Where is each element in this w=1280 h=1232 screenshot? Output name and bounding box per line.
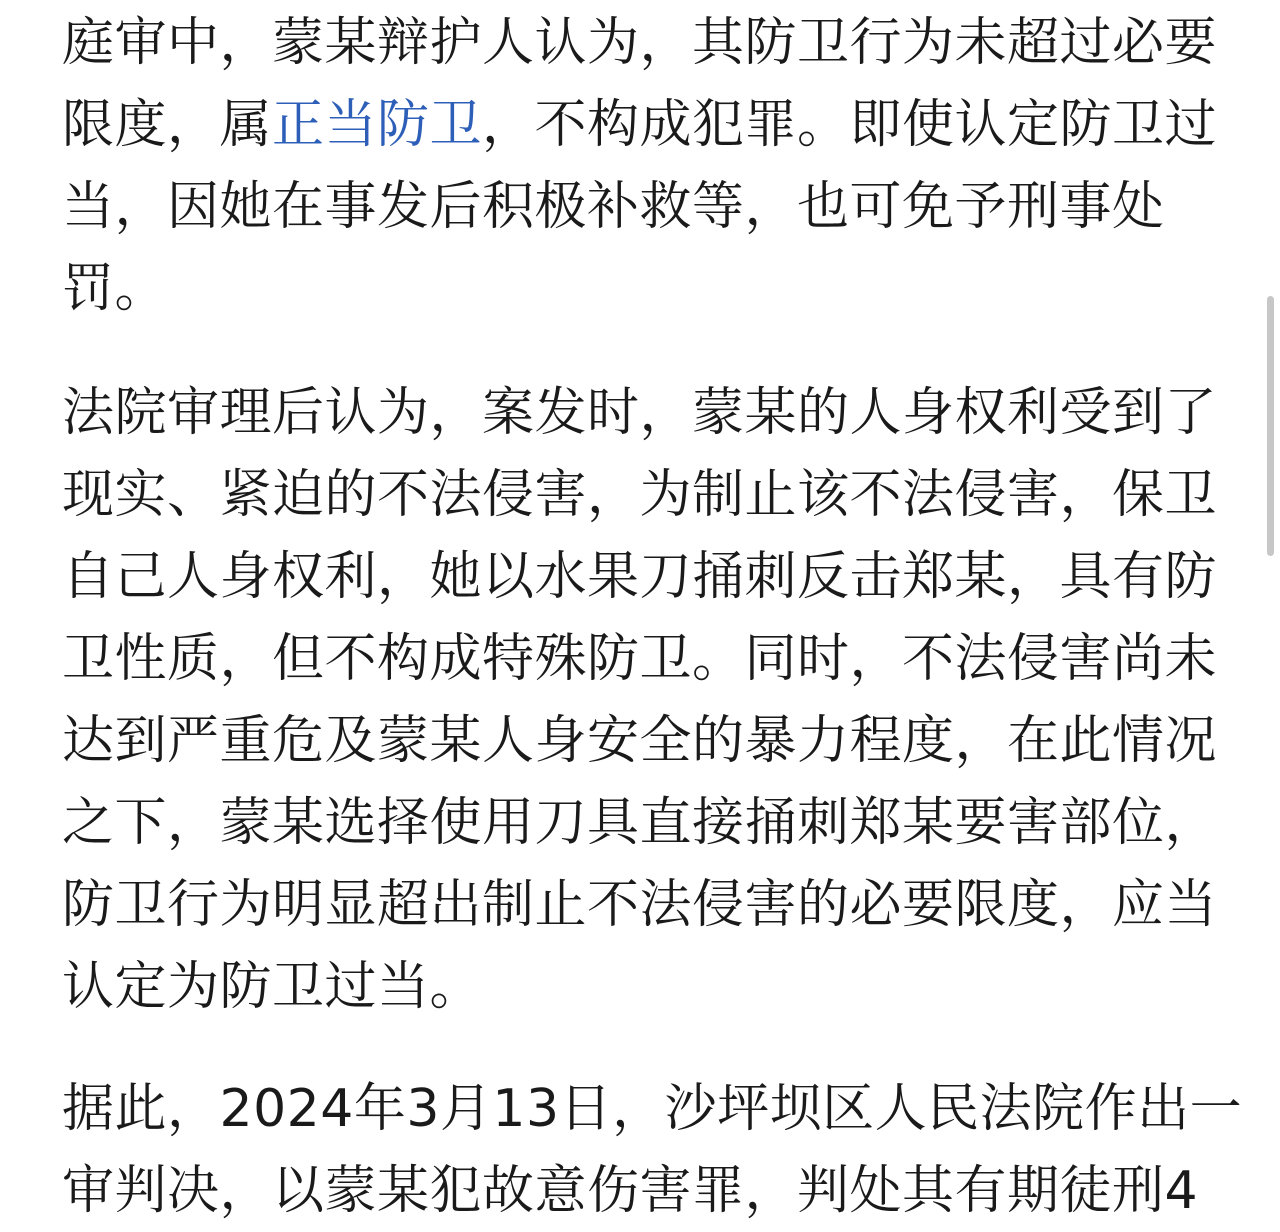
text-line: 达到严重危及蒙某人身安全的暴力程度，在此情况 (62, 711, 1218, 771)
text-line: 法院审理后认为，案发时，蒙某的人身权利受到了 (62, 383, 1218, 443)
scrollbar-thumb[interactable] (1267, 296, 1274, 556)
text-line: 罚。 (62, 259, 168, 319)
paragraph-judgment (62, 1068, 1243, 1232)
text-fragment: 限度，属 (62, 95, 273, 155)
text-line: 审判决，以蒙某犯故意伤害罪，判处其有期徒刑4 (62, 1161, 1199, 1221)
text-line: 庭审中，蒙某辩护人认为，其防卫行为未超过必要 (62, 13, 1218, 73)
text-line: 之下，蒙某选择使用刀具直接捅刺郑某要害部位， (62, 793, 1218, 853)
text-line: 自己人身权利，她以水果刀捅刺反击郑某，具有防 (62, 547, 1218, 607)
link-justifiable-defense[interactable]: 正当防卫 (272, 95, 483, 155)
text-line: 据此，2024年3月13日，沙坪坝区人民法院作出一 (62, 1079, 1243, 1139)
text-line: 防卫行为明显超出制止不法侵害的必要限度，应当 (62, 875, 1218, 935)
text-line (62, 84, 1218, 166)
paragraph-defense-argument (62, 2, 1218, 330)
text-line: 当，因她在事发后积极补救等，也可免予刑事处 (62, 177, 1165, 237)
text-line: 卫性质，但不构成特殊防卫。同时，不法侵害尚未 (62, 629, 1218, 689)
text-line: 认定为防卫过当。 (62, 957, 483, 1017)
text-line: 现实、紧迫的不法侵害，为制止该不法侵害，保卫 (62, 465, 1218, 525)
text-fragment: ，不构成犯罪。即使认定防卫过 (482, 95, 1218, 155)
paragraph-court-finding (62, 372, 1218, 1028)
